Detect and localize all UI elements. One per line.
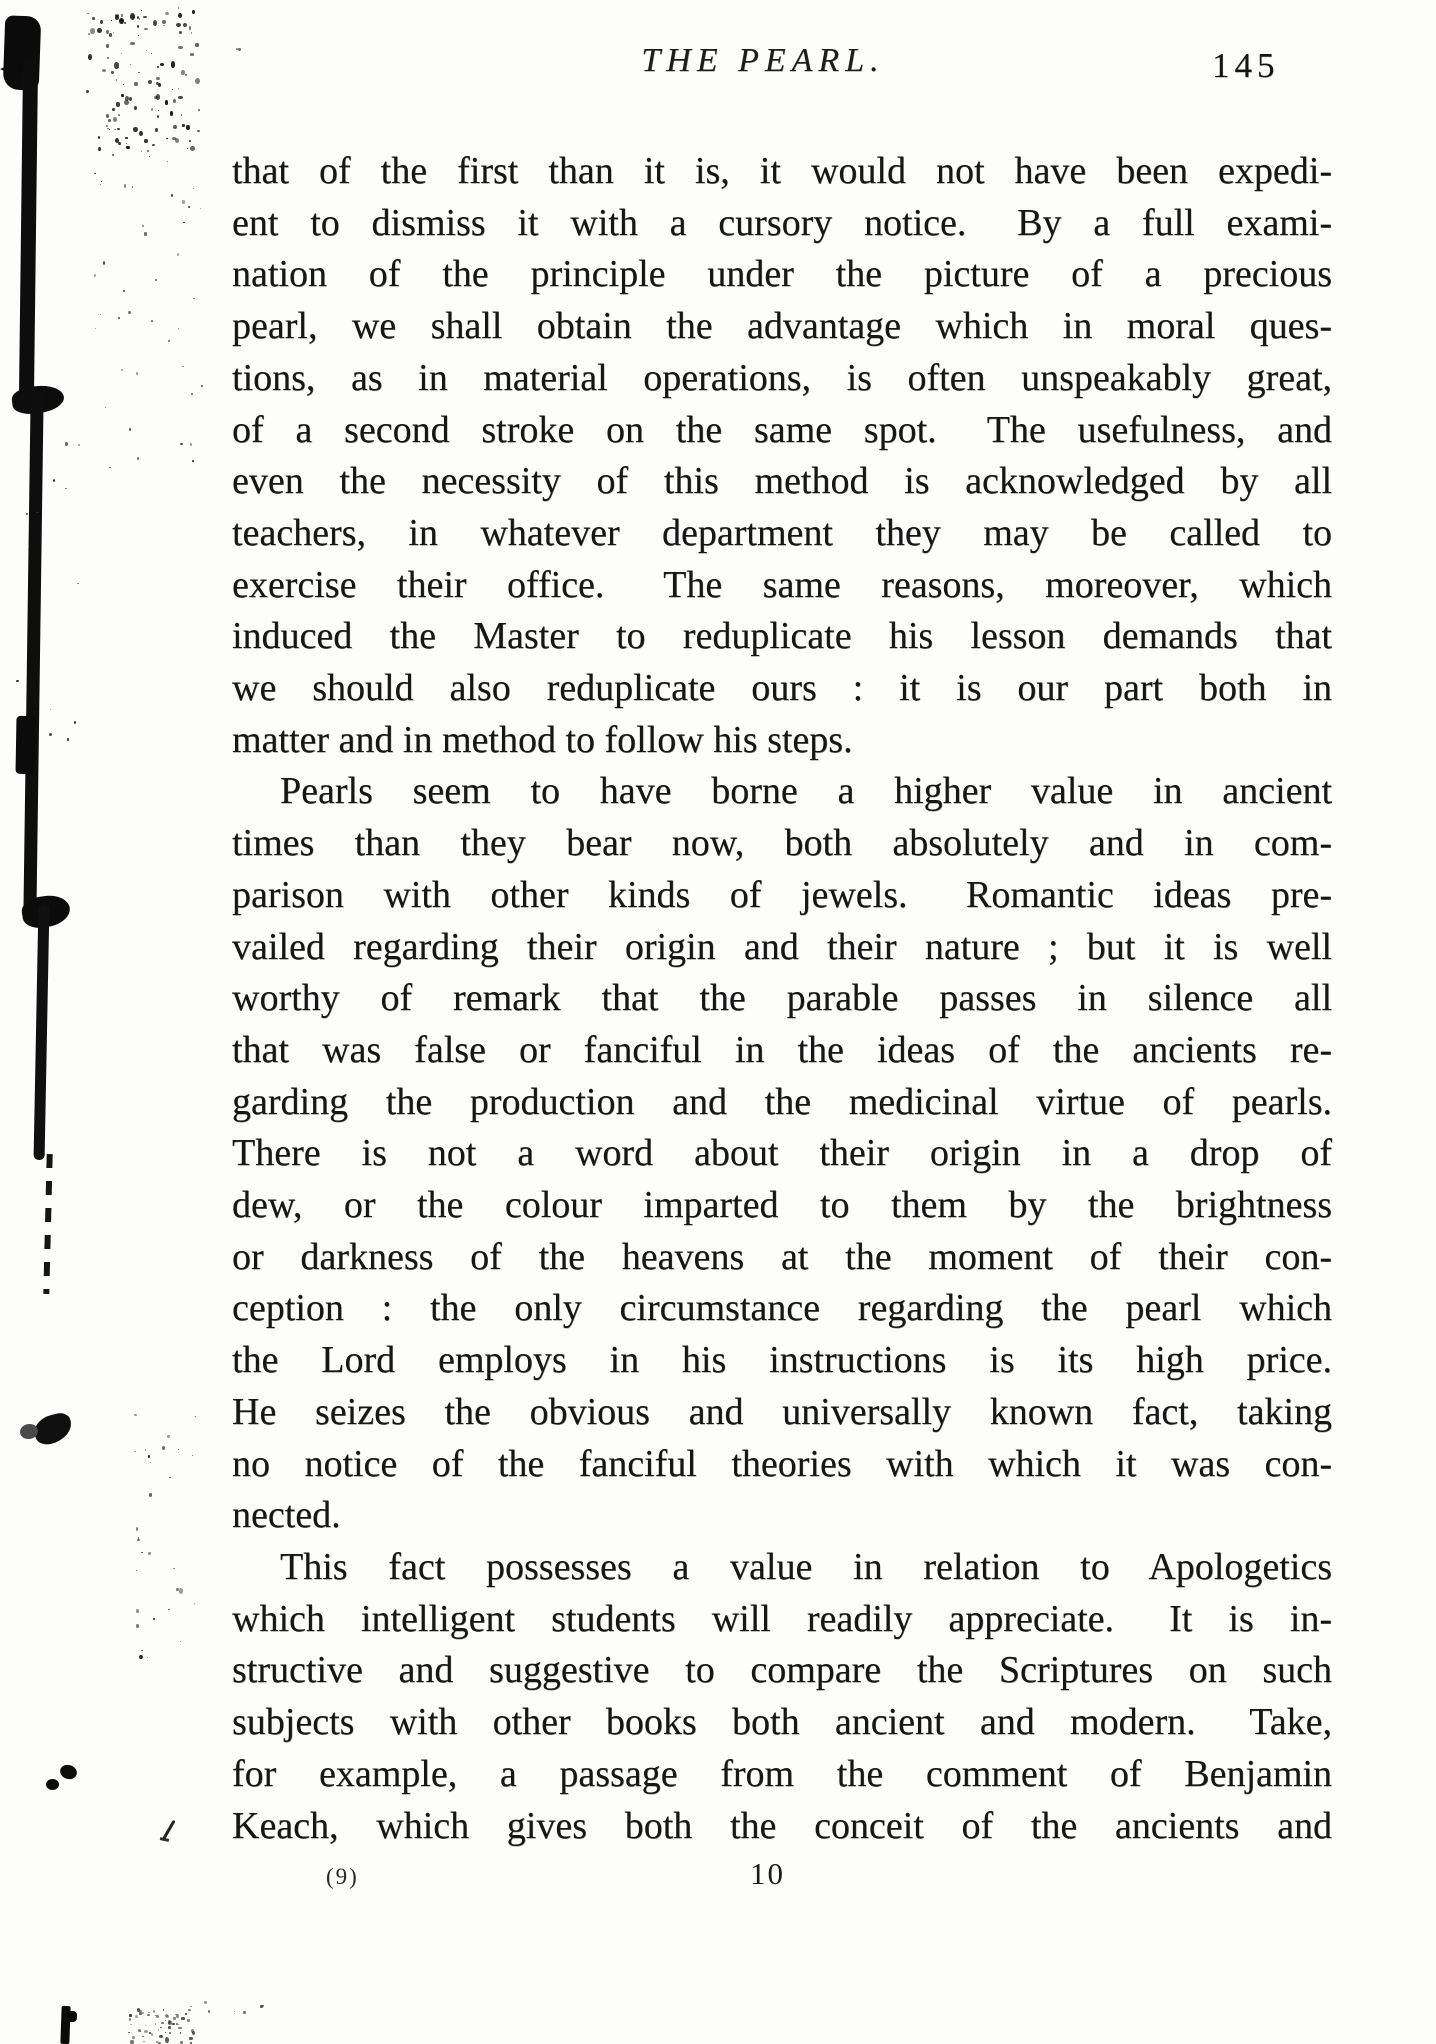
speckle-dot — [180, 1641, 181, 1642]
speckle-dot — [148, 2012, 150, 2013]
speckle-dot — [113, 32, 114, 33]
speckle-dot — [168, 2020, 171, 2024]
speckle-dot — [101, 181, 102, 182]
speckle-dot — [100, 184, 101, 185]
speckle-dot — [108, 119, 112, 122]
speckle-dot — [169, 1477, 171, 1479]
text-line: nected. — [232, 1494, 341, 1537]
speckle-dot — [77, 583, 79, 584]
speckle-dot — [121, 14, 124, 16]
speckle-dot — [149, 156, 151, 158]
speckle-dot — [192, 460, 193, 461]
speckle-dot — [208, 2010, 210, 2013]
speckle-dot — [169, 2032, 171, 2034]
speckle-dot — [178, 2027, 181, 2029]
text-line: He seizes the obvious and universally known fact, taking — [232, 1390, 1332, 1433]
speckle-dot — [135, 2015, 138, 2019]
speckle-dot — [185, 2013, 187, 2015]
speckle-dot — [182, 366, 184, 367]
speckle-dot — [145, 1449, 147, 1450]
speckle-dot — [139, 1655, 143, 1659]
speckle-dot — [165, 2032, 166, 2033]
speckle-dot — [114, 62, 119, 68]
speckle-dot — [195, 1416, 196, 1418]
speckle-dot — [238, 48, 241, 50]
speckle-dot — [190, 53, 193, 56]
text-line: induced the Master to reduplicate his lesson demands that — [232, 615, 1332, 658]
speckle-dot — [190, 2006, 191, 2007]
speckle-dot — [143, 16, 147, 19]
text-line: exercise their office. The same reasons, moreover, which — [232, 563, 1332, 606]
text-line: teachers, in whatever department they may be called to — [232, 511, 1332, 554]
body-text-block — [232, 146, 1332, 1852]
speckle-dot — [165, 100, 168, 104]
speckle-dot — [134, 1451, 135, 1452]
binding-rod-tail-artifact — [43, 1154, 52, 1294]
speckle-dot — [178, 7, 179, 9]
speckle-dot — [124, 184, 127, 187]
speckle-dot — [97, 28, 102, 33]
speckle-dot — [185, 74, 187, 76]
speckle-dot — [171, 61, 176, 67]
speckle-dot — [178, 46, 182, 49]
speckle-dot — [109, 467, 110, 468]
speckle-dot — [188, 2009, 191, 2011]
speckle-dot — [176, 23, 181, 27]
speckle-dot — [67, 738, 70, 741]
text-line: matter and in method to follow his steps. — [232, 718, 853, 761]
speckle-dot — [151, 108, 153, 111]
speckle-dot — [109, 129, 110, 130]
ink-dot-artifact — [46, 1779, 59, 1790]
speckle-dot — [117, 128, 120, 130]
speckle-dot — [123, 84, 124, 85]
text-line: that of the first than it is, it would not have been expedi- — [232, 150, 1332, 192]
text-line: structive and suggestive to compare the Scriptures on such — [232, 1649, 1332, 1692]
speckle-dot — [141, 10, 142, 11]
speckle-dot — [153, 2010, 155, 2012]
speckle-dot — [78, 444, 80, 446]
speckle-dot — [178, 1449, 179, 1450]
speckle-dot — [65, 488, 66, 489]
speckle-dot — [179, 31, 182, 34]
speckle-dot — [163, 25, 165, 26]
speckle-dot — [133, 127, 138, 132]
speckle-dot — [147, 150, 149, 152]
speckle-dot — [129, 97, 133, 102]
speckle-dot — [134, 1414, 137, 1417]
speckle-dot — [162, 1446, 165, 1450]
ink-dot-artifact — [58, 1763, 78, 1782]
signature-mark: (9) — [326, 1864, 359, 1889]
text-line: ception : the only circumstance regarding the pearl which — [232, 1287, 1332, 1330]
speckle-dot — [106, 125, 107, 127]
speckle-dot — [198, 109, 200, 111]
text-line: tions, as in material operations, is often unspeakably great, — [232, 356, 1332, 399]
speckle-dot — [129, 428, 132, 431]
speckle-dot — [116, 79, 117, 80]
speckle-dot — [172, 89, 174, 90]
text-line: even the necessity of this method is acknowledged by all — [232, 460, 1332, 503]
text-line: Pearls seem to have borne a higher value in ancient — [280, 770, 1332, 813]
speckle-dot — [87, 13, 90, 15]
speckle-dot — [178, 13, 182, 18]
speckle-dot — [139, 2012, 142, 2014]
speckle-dot — [191, 393, 193, 395]
speckle-dot — [147, 1657, 149, 1659]
speckle-dot — [88, 33, 90, 35]
speckle-dot — [153, 20, 157, 26]
speckle-dot — [178, 88, 179, 89]
speckle-dot — [65, 442, 68, 446]
speckle-dot — [126, 146, 130, 150]
text-line: the Lord employs in his instructions is its high price. — [232, 1339, 1332, 1382]
text-line: worthy of remark that the parable passes in silence all — [232, 977, 1332, 1020]
speckle-dot — [95, 328, 96, 329]
speckle-dot — [181, 2017, 184, 2019]
speckle-dot — [192, 2031, 195, 2035]
text-line: There is not a word about their origin in a drop of — [232, 1132, 1332, 1175]
speckle-dot — [144, 232, 147, 235]
speckle-dot — [158, 110, 159, 111]
speckle-dot — [152, 144, 154, 146]
speckle-dot — [132, 186, 133, 188]
speckle-dot — [88, 54, 93, 60]
speckle-dot — [74, 721, 76, 723]
speckle-dot — [190, 443, 192, 446]
speckle-dot — [125, 137, 128, 139]
binding-rod-lower-artifact — [34, 904, 50, 1160]
speckle-dot — [128, 311, 131, 314]
speckle-dot — [107, 57, 109, 58]
speckle-dot — [155, 128, 159, 132]
speckle-dot — [94, 274, 96, 277]
text-line: dew, or the colour imparted to them by the brightness — [232, 1184, 1332, 1227]
speckle-dot — [50, 709, 52, 710]
speckle-dot — [130, 2024, 132, 2025]
text-line: vailed regarding their origin and their nature ; but it is well — [232, 925, 1332, 968]
speckle-dot — [129, 2018, 131, 2021]
speckle-dot — [114, 129, 116, 131]
speckle-dot — [178, 328, 179, 329]
speckle-dot — [193, 298, 195, 299]
speckle-dot — [148, 80, 152, 84]
speckle-dot — [105, 407, 107, 408]
speckle-dot — [34, 711, 35, 712]
speckle-dot — [136, 1527, 139, 1530]
speckle-dot — [106, 44, 109, 48]
text-line: of a second stroke on the same spot. The usefulness, and — [232, 408, 1332, 451]
speckle-dot — [144, 28, 148, 30]
speckle-dot — [172, 2023, 174, 2025]
speckle-dot — [102, 69, 106, 72]
speckle-dot — [168, 340, 170, 342]
speckle-dot — [141, 151, 142, 152]
text-line: no notice of the fanciful theories with which it was con- — [232, 1442, 1332, 1485]
speckle-dot — [143, 2041, 145, 2043]
speckle-dot — [142, 2036, 143, 2037]
speckle-dot — [160, 2027, 162, 2028]
speckle-dot — [136, 1609, 139, 1613]
speckle-dot — [188, 206, 190, 208]
speckle-dot — [163, 2009, 164, 2010]
text-line: we should also reduplicate ours : it is our part both in — [232, 667, 1332, 710]
speckle-dot — [189, 2037, 192, 2040]
speckle-dot — [103, 261, 105, 264]
speckle-dot — [173, 125, 177, 129]
text-line: parison with other kinds of jewels. Romantic ideas pre- — [232, 873, 1332, 916]
speckle-dot — [116, 102, 121, 107]
speckle-dot — [158, 83, 161, 87]
speckle-dot — [98, 147, 102, 151]
speckle-dot — [136, 1624, 139, 1628]
speckle-dot — [121, 369, 123, 371]
speckle-dot — [139, 131, 143, 136]
speckle-dot — [165, 12, 169, 15]
speckle-dot — [134, 82, 137, 86]
page-number: 145 — [1212, 46, 1280, 85]
speckle-dot — [144, 139, 147, 143]
speckle-dot — [182, 124, 186, 127]
speckle-dot — [130, 13, 135, 20]
speckle-dot — [173, 99, 176, 103]
text-line: This fact possesses a value in relation to Apologetics — [280, 1545, 1332, 1588]
speckle-dot — [204, 2001, 206, 2004]
speckle-dot — [113, 117, 117, 122]
speckle-dot — [130, 42, 134, 45]
speckle-dot — [166, 138, 168, 140]
speckle-dot — [153, 1618, 155, 1619]
speckle-dot — [157, 66, 159, 67]
speckle-dot — [112, 154, 114, 156]
speckle-dot — [139, 18, 141, 20]
speckle-dot — [123, 290, 125, 292]
pen-stroke-artifact — [160, 1837, 169, 1842]
speckle-dot — [148, 1455, 151, 1458]
speckle-dot — [180, 443, 182, 445]
text-line: subjects with other books both ancient and modern. Take, — [232, 1701, 1332, 1744]
speckle-dot — [183, 23, 187, 27]
speckle-dot — [146, 50, 147, 51]
speckle-dot — [191, 32, 193, 34]
speckle-dot — [156, 94, 160, 100]
speckle-dot — [98, 136, 100, 139]
bottom-ink-mark-artifact — [68, 2011, 77, 2022]
speckle-dot — [129, 2014, 133, 2017]
speckle-dot — [137, 1539, 139, 1541]
speckle-dot — [151, 53, 152, 54]
speckle-dot — [186, 125, 189, 129]
speckle-dot — [150, 1462, 151, 1463]
speckle-dot — [111, 20, 113, 22]
text-line: which intelligent students will readily appreciate. It is in- — [232, 1597, 1332, 1640]
text-line: nation of the principle under the picture of a precious — [232, 253, 1332, 296]
speckle-dot — [125, 96, 129, 101]
speckle-dot — [167, 161, 168, 162]
speckle-dot — [137, 25, 139, 28]
text-line: garding the production and the medicinal virtue of pearls. — [232, 1080, 1332, 1123]
speckle-dot — [136, 1570, 137, 1571]
speckle-dot — [156, 77, 160, 81]
speckle-dot — [148, 1552, 151, 1555]
speckle-dot — [243, 2011, 246, 2015]
speckle-dot — [178, 96, 183, 99]
speckle-dot — [147, 2014, 150, 2016]
speckle-dot — [137, 457, 140, 460]
speckle-dot — [157, 115, 159, 118]
speckle-dot — [16, 680, 19, 683]
speckle-dot — [155, 279, 157, 281]
speckle-dot — [119, 18, 123, 24]
speckle-dot — [149, 1493, 152, 1497]
speckle-dot — [151, 320, 152, 322]
speckle-dot — [194, 1603, 195, 1604]
speckle-dot — [195, 78, 200, 84]
text-line: or darkness of the heavens at the moment of their con- — [232, 1235, 1332, 1278]
speckle-dot — [134, 106, 137, 110]
speckle-dot — [189, 140, 191, 141]
speckle-dot — [141, 1552, 143, 1553]
catch-number: 10 — [750, 1856, 785, 1891]
speckle-dot — [158, 2029, 159, 2031]
speckle-dot — [167, 1435, 171, 1438]
binding-rod-block-artifact — [15, 716, 35, 774]
speckle-dot — [155, 2023, 156, 2025]
speckle-dot — [109, 33, 112, 37]
speckle-dot — [92, 17, 95, 20]
speckle-dot — [168, 1609, 170, 1611]
text-line: for example, a passage from the comment of Benjamin — [232, 1752, 1332, 1795]
text-line: times than they bear now, both absolutely and in com- — [232, 822, 1332, 865]
speckle-dot — [187, 2019, 191, 2022]
speckle-dot — [179, 1588, 183, 1593]
speckle-dot — [128, 2032, 130, 2033]
speckle-dot — [180, 2032, 181, 2033]
speckle-dot — [53, 479, 55, 482]
speckle-dot — [136, 372, 138, 375]
speckle-dot — [201, 385, 203, 387]
speckle-dot — [197, 130, 199, 132]
speckle-dot — [162, 20, 166, 24]
speckle-dot — [121, 53, 122, 54]
speckle-dot — [151, 2033, 153, 2035]
speckle-dot — [190, 146, 195, 151]
speckle-dot — [171, 194, 173, 197]
text-line: ent to dismiss it with a cursory notice. By a full exami- — [232, 201, 1332, 244]
speckle-dot — [86, 90, 89, 93]
speckle-dot — [111, 71, 114, 74]
speckle-dot — [100, 20, 103, 24]
speckle-dot — [173, 2017, 175, 2020]
speckle-dot — [170, 111, 173, 116]
speckle-dot — [49, 733, 52, 736]
speckle-dot — [165, 2037, 169, 2042]
text-line: Keach, which gives both the conceit of the ancients and — [232, 1804, 1332, 1847]
speckle-dot — [126, 143, 127, 144]
speckle-dot — [200, 208, 201, 209]
speckle-dot — [183, 222, 184, 224]
binding-rod-mid-artifact — [23, 392, 43, 920]
speckle-dot — [192, 10, 195, 14]
speckle-dot — [141, 1650, 143, 1652]
speckle-dot — [160, 63, 164, 66]
speckle-dot — [130, 64, 131, 65]
speckle-dot — [90, 28, 95, 33]
speckle-dot — [177, 253, 179, 256]
speckle-dot — [94, 173, 96, 175]
speckle-dot — [130, 2040, 133, 2044]
speckle-dot — [100, 314, 101, 315]
speckle-dot — [168, 2026, 171, 2029]
running-header-title: THE PEARL. — [641, 42, 885, 79]
speckle-dot — [118, 317, 119, 319]
speckle-dot — [118, 142, 121, 146]
speckle-dot — [173, 1568, 174, 1569]
speckle-dot — [142, 225, 144, 228]
binding-rod-upper-artifact — [19, 60, 38, 400]
text-line: that was false or fanciful in the ideas of the ancients re- — [232, 1028, 1332, 1071]
speckle-dot — [142, 2012, 144, 2014]
speckle-dot — [138, 72, 140, 73]
speckle-dot — [182, 200, 185, 203]
speckle-dot — [176, 2023, 178, 2025]
text-line: pearl, we shall obtain the advantage which in moral ques- — [232, 305, 1332, 348]
speckle-dot — [193, 188, 194, 189]
speckle-dot — [112, 108, 116, 111]
speckle-dot — [189, 26, 192, 29]
speckle-dot — [132, 2036, 136, 2039]
speckle-dot — [175, 138, 179, 143]
speckle-dot — [192, 1455, 193, 1456]
speckle-dot — [106, 114, 109, 118]
speckle-dot — [180, 2041, 183, 2043]
speckle-dot — [124, 22, 126, 24]
speckle-dot — [121, 94, 124, 97]
speckle-dot — [156, 2015, 159, 2018]
speckle-dot — [144, 2030, 148, 2033]
speckle-dot — [187, 148, 188, 149]
speckle-dot — [195, 43, 198, 47]
speckle-dot — [145, 2025, 146, 2026]
speckle-dot — [234, 2011, 235, 2013]
speckle-dot — [161, 2022, 163, 2025]
speckle-dot — [26, 513, 28, 515]
speckle-dot — [181, 114, 183, 115]
speckle-dot — [138, 35, 139, 36]
speckle-dot — [118, 114, 120, 116]
speckle-dot — [262, 2005, 264, 2006]
speckle-dot — [165, 2020, 166, 2021]
